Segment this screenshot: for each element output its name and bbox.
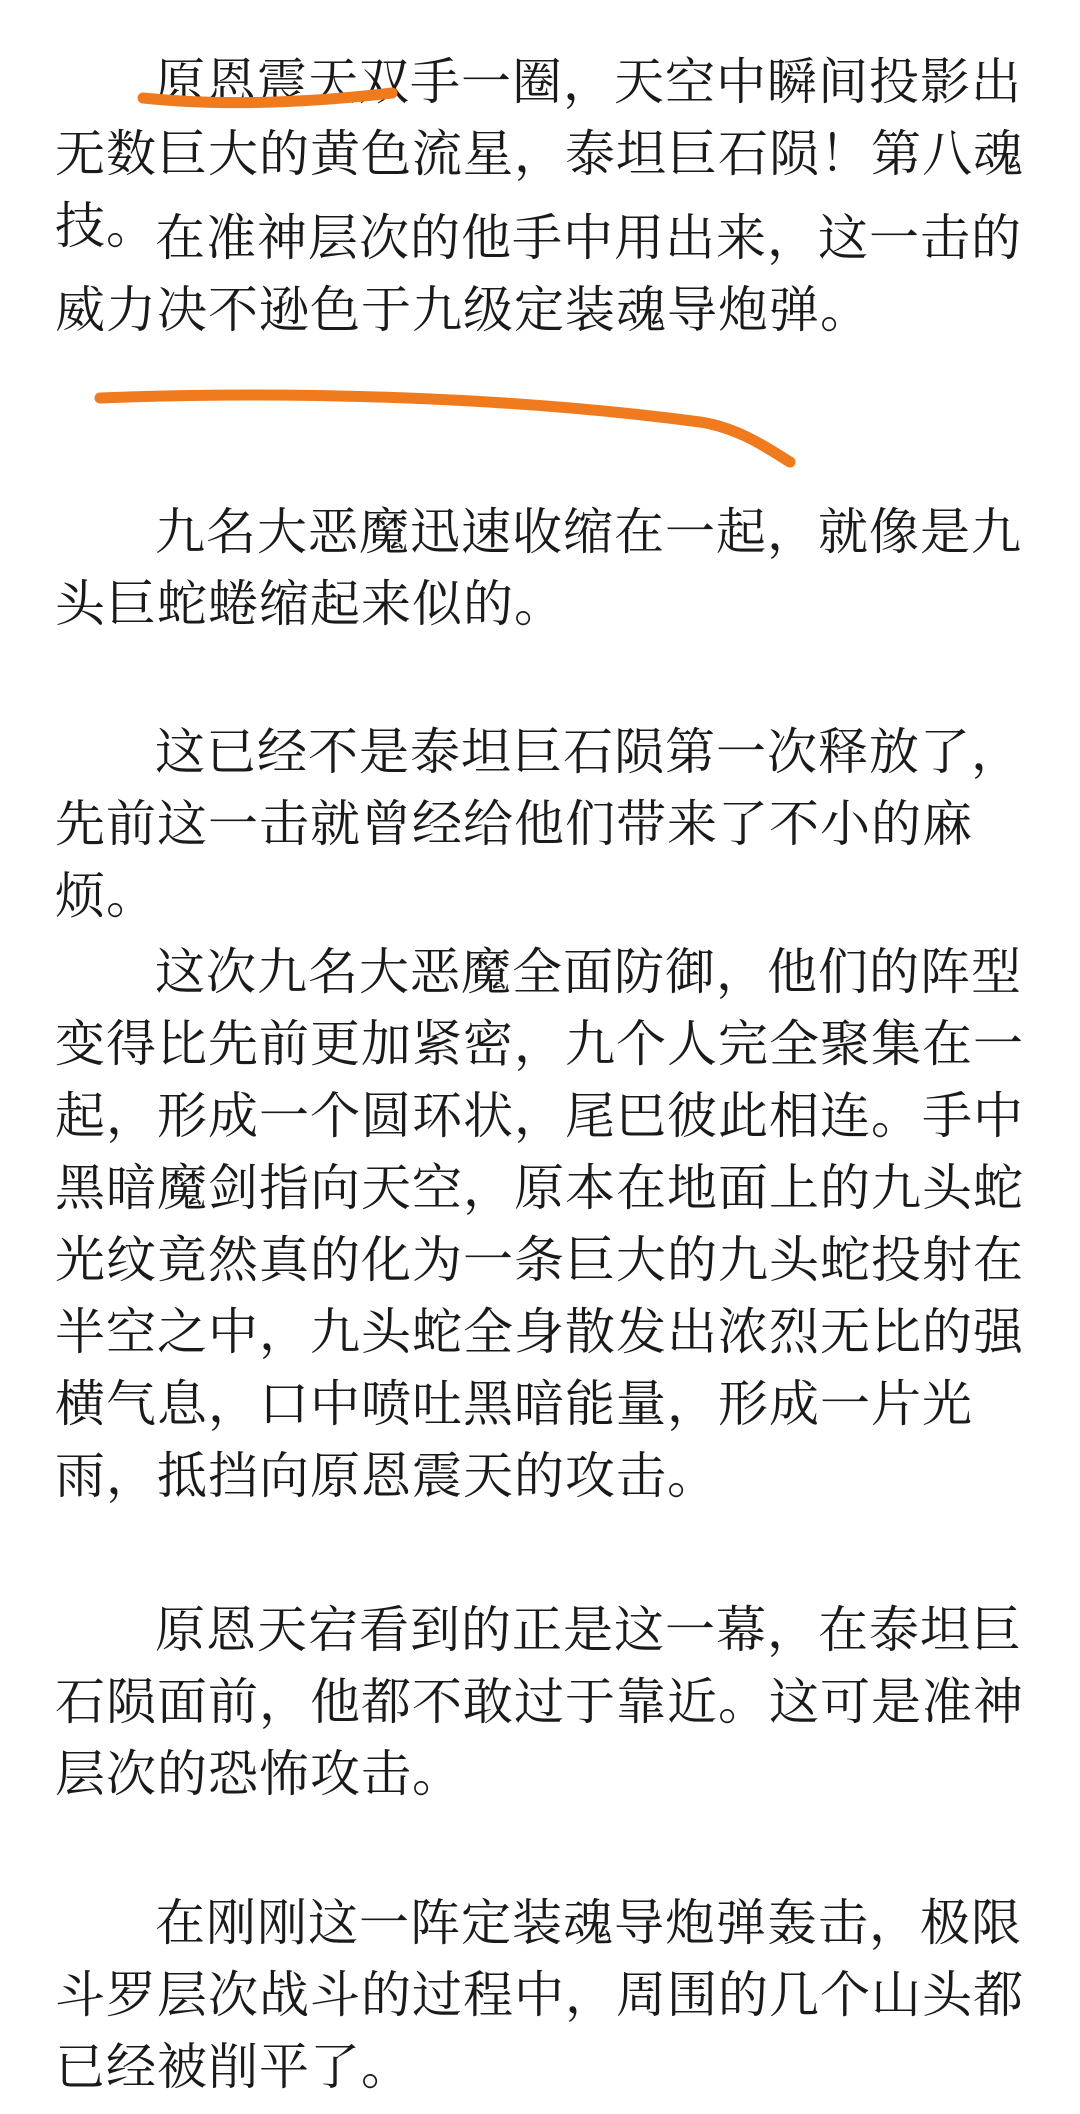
paragraph-6: 原恩天宕看到的正是这一幕，在泰坦巨石陨面前，他都不敢过于靠近。这可是准神层次的恐怖攻击。 [55, 1601, 1024, 1803]
paragraph-7: 在刚刚这一阵定装魂导炮弹轰击，极限斗罗层次战斗的过程中，周围的几个山头都已经被削平了。 [55, 1894, 1024, 2096]
underline-stroke-2 [100, 395, 790, 462]
paragraph-5: 这次九名大恶魔全面防御，他们的阵型变得比先前更加紧密，九个人完全聚集在一起，形成一个圆环状，尾巴彼此相连。手中黑暗魔剑指向天空，原本在地面上的九头蛇光纹竟然真的化为一条巨大的九头蛇投射在半空之中，九头蛇全身散发出浓烈无比的强横气息，口中喷吐黑暗能量，形成一片光雨，抵挡向原恩震天的攻击。 [55, 943, 1024, 1505]
paragraph-4: 这已经不是泰坦巨石陨第一次释放了，先前这一击就曾经给他们带来了不小的麻烦。 [55, 723, 1022, 925]
paragraph-2: 在准神层次的他手中用出来，这一击的威力决不逊色于九级定装魂导炮弹。 [55, 209, 1022, 339]
paragraph-1: 原恩震天双手一圈，天空中瞬间投影出无数巨大的黄色流星，泰坦巨石陨！第八魂技。 [55, 53, 1024, 255]
paragraph-3: 九名大恶魔迅速收缩在一起，就像是九头巨蛇蜷缩起来似的。 [55, 503, 1022, 633]
